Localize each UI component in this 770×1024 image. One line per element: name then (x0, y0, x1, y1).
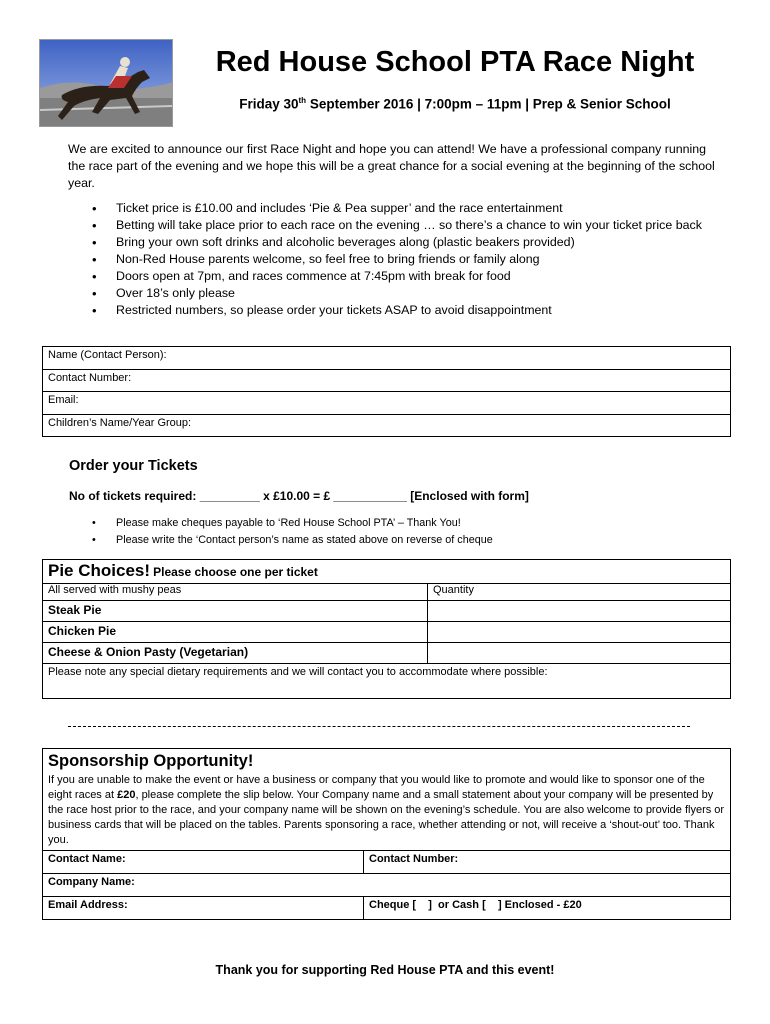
table-row (43, 897, 731, 920)
sponsorship-table (42, 748, 731, 920)
children-year-group-field[interactable]: Children’s Name/Year Group: (43, 414, 731, 437)
sponsor-email-field[interactable]: Email Address: (43, 897, 364, 920)
sponsorship-text-part1: If you are unable to make the event or have a business or company that you would like to promote and would like to sponsor one of the eight races at (48, 774, 705, 801)
event-date-prefix: Friday 30 (239, 96, 299, 112)
table-row (43, 851, 731, 874)
list-item: • Ticket price is £10.00 and includes ‘Pie & Pea supper’ and the race entertainment (92, 200, 702, 217)
table-row (43, 584, 731, 601)
sponsor-contact-number-field[interactable]: Contact Number: (364, 851, 731, 874)
race-horse-logo (39, 39, 173, 127)
sponsorship-price: £20 (117, 789, 136, 801)
pasty-quantity-cell[interactable] (428, 643, 731, 664)
list-item: • Bring your own soft drinks and alcoholic beverages along (plastic beakers provided) (92, 234, 702, 251)
table-row (43, 392, 731, 415)
pie-choices-table (42, 559, 731, 699)
pie-column-header: All served with mushy peas (43, 584, 428, 601)
event-details (190, 96, 720, 112)
list-item: • Restricted numbers, so please order your tickets ASAP to avoid disappointment (92, 302, 702, 319)
list-item: • Betting will take place prior to each race on the evening … so there’s a chance to win your ticket price back (92, 217, 702, 234)
table-row (43, 749, 731, 774)
table-row (43, 369, 731, 392)
chicken-pie-quantity-cell[interactable] (428, 622, 731, 643)
list-item: • Doors open at 7pm, and races commence at 7:45pm with break for food (92, 268, 702, 285)
steak-pie-label: Steak Pie (43, 601, 428, 622)
sponsorship-description (43, 773, 731, 851)
payment-notes-list (92, 515, 692, 549)
cut-line-divider (68, 726, 690, 727)
email-field[interactable]: Email: (43, 392, 731, 415)
page-title: Red House School PTA Race Night (215, 46, 695, 78)
chicken-pie-label: Chicken Pie (43, 622, 428, 643)
pie-choices-heading: Pie Choices! (48, 561, 151, 580)
horse-racing-illustration (40, 40, 173, 127)
sponsorship-text-part2: , please complete the slip below. Your Company name and a small statement about your company will be presented by the race host prior to the race, and your company name will be shown on the evening’s schedule. You are also welcome to provide flyers or business cards that will be placed on the tables. Parents sponsoring a race, whether attending or not, will receive a ‘shout-out’ too. Thank you. (48, 789, 725, 846)
pasty-label: Cheese & Onion Pasty (Vegetarian) (43, 643, 428, 664)
list-item: • Please make cheques payable to ‘Red House School PTA’ – Thank You! (92, 515, 692, 532)
table-row (43, 643, 731, 664)
list-item: • Non-Red House parents welcome, so feel free to bring friends or family along (92, 251, 702, 268)
event-info-list (92, 200, 702, 319)
dietary-requirements-field[interactable]: Please note any special dietary requirements and we will contact you to accommodate where possible: (43, 664, 731, 699)
table-row (43, 664, 731, 699)
contact-name-field[interactable]: Name (Contact Person): (43, 347, 731, 370)
sponsor-contact-name-field[interactable]: Contact Name: (43, 851, 364, 874)
table-row (43, 601, 731, 622)
event-date-time-location: September 2016 | 7:00pm – 11pm | Prep & Senior School (306, 96, 671, 112)
table-row (43, 773, 731, 851)
contact-details-table (42, 346, 731, 437)
table-row (43, 414, 731, 437)
intro-paragraph: We are excited to announce our first Race Night and hope you can attend! We have a professional company running the race part of the evening and we hope this will be a great chance for a social evening at the beginning of the school year. (68, 142, 715, 190)
pie-choices-header (43, 560, 731, 584)
ticket-quantity-line[interactable]: No of tickets required: _________ x £10.00 = £ ___________ [Enclosed with form] (69, 489, 529, 503)
table-row (43, 874, 731, 897)
table-row (43, 347, 731, 370)
pie-choices-instruction: Please choose one per ticket (153, 565, 318, 579)
order-tickets-heading: Order your Tickets (69, 458, 198, 474)
contact-number-field[interactable]: Contact Number: (43, 369, 731, 392)
thank-you-footer: Thank you for supporting Red House PTA and this event! (215, 963, 555, 977)
sponsorship-heading: Sponsorship Opportunity! (43, 749, 731, 774)
list-item: • Over 18’s only please (92, 285, 702, 302)
date-ordinal-suffix: th (298, 96, 307, 105)
table-row (43, 560, 731, 584)
company-name-field[interactable]: Company Name: (43, 874, 731, 897)
steak-pie-quantity-cell[interactable] (428, 601, 731, 622)
quantity-column-header: Quantity (428, 584, 731, 601)
list-item: • Please write the ‘Contact person’s name as stated above on reverse of cheque (92, 532, 692, 549)
payment-method-field[interactable]: Cheque [ ] or Cash [ ] Enclosed - £20 (364, 897, 731, 920)
table-row (43, 622, 731, 643)
